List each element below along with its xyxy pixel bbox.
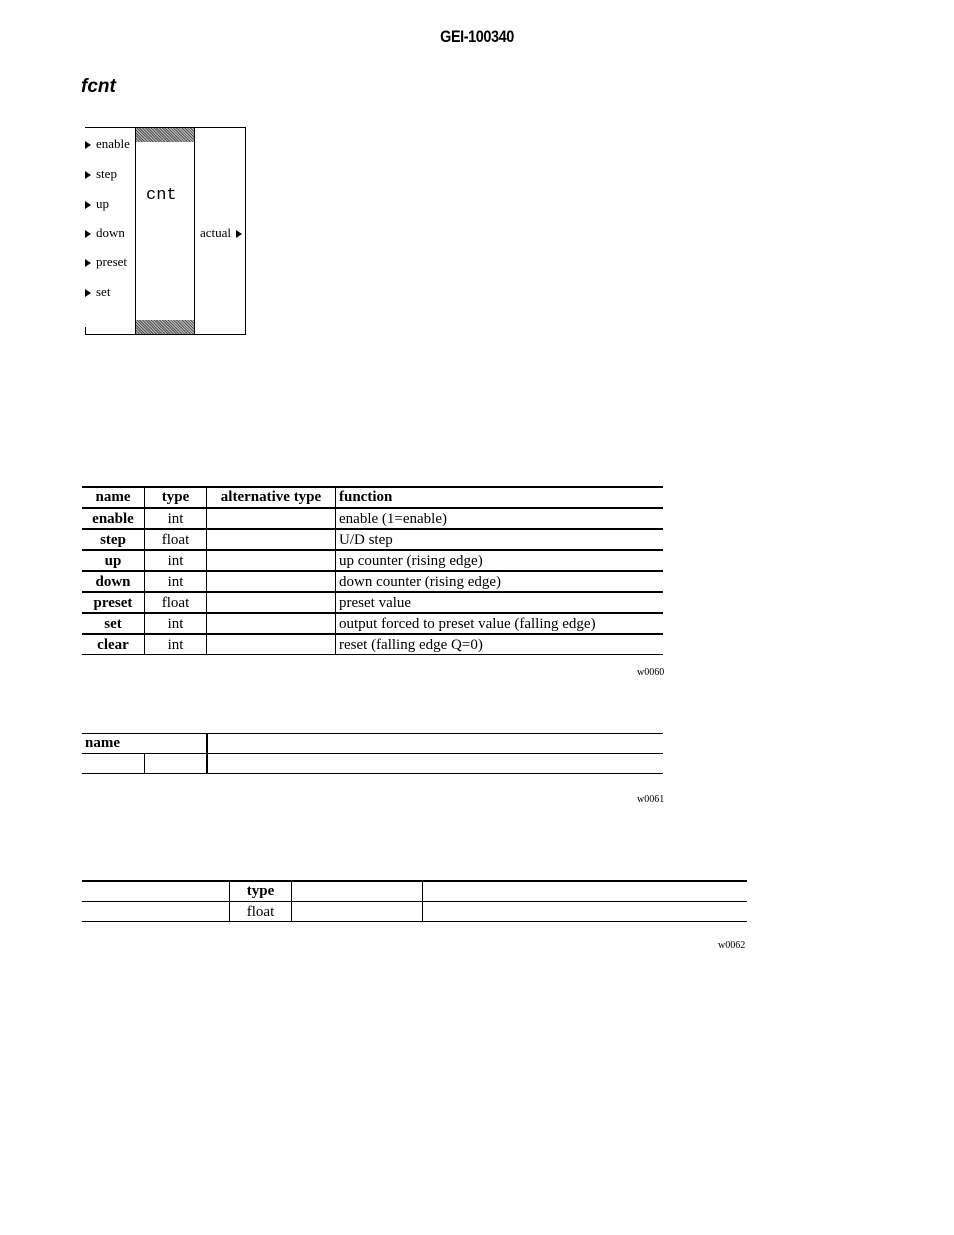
- pin-arrow-icon: [85, 289, 91, 297]
- figure-tag: w0062: [718, 940, 746, 951]
- figure-tag: w0060: [637, 667, 665, 678]
- cell-type: int: [145, 613, 207, 634]
- cell-function: preset value: [336, 592, 664, 613]
- cell-alt-type: [207, 634, 336, 655]
- column-header: [292, 881, 423, 902]
- cell-empty: [145, 754, 208, 774]
- input-pin-down: [85, 225, 125, 241]
- cell-empty: [82, 754, 145, 774]
- outputs-table: [82, 880, 747, 922]
- table-row: [82, 571, 663, 592]
- cell-name: set: [82, 613, 145, 634]
- cell-type: float: [145, 529, 207, 550]
- table-row: [82, 902, 747, 922]
- cell-empty: [207, 754, 663, 774]
- parameters-table: [82, 733, 663, 774]
- pin-arrow-icon: [85, 230, 91, 238]
- pin-label: step: [96, 166, 117, 181]
- pin-label: set: [96, 284, 111, 299]
- input-pin-preset: [85, 254, 127, 270]
- cell-function: enable (1=enable): [336, 508, 664, 529]
- document-id: GEI-100340: [440, 27, 514, 46]
- cell-function: U/D step: [336, 529, 664, 550]
- input-pin-enable: [85, 136, 130, 152]
- table-row: [82, 613, 663, 634]
- block-hatch-bottom: [136, 320, 194, 334]
- block-border-stub: [85, 327, 86, 335]
- input-pin-set: [85, 284, 110, 300]
- cell-type: int: [145, 634, 207, 655]
- figure-tag: w0061: [637, 794, 665, 805]
- cell-function: up counter (rising edge): [336, 550, 664, 571]
- block-hatch-top: [136, 128, 194, 142]
- cell-name: up: [82, 550, 145, 571]
- table-header-row: [82, 734, 663, 754]
- cell-name: preset: [82, 592, 145, 613]
- table-row: [82, 508, 663, 529]
- cell-name: clear: [82, 634, 145, 655]
- input-pin-up: [85, 196, 109, 212]
- input-pin-step: [85, 166, 117, 182]
- cell-alt-type: [207, 613, 336, 634]
- function-block-body: [135, 128, 195, 334]
- column-header: [207, 734, 663, 754]
- pin-arrow-icon: [85, 141, 91, 149]
- cell-alt-type: [207, 550, 336, 571]
- pin-arrow-icon: [85, 171, 91, 179]
- cell-function: down counter (rising edge): [336, 571, 664, 592]
- cell-empty: [423, 902, 748, 922]
- pin-arrow-icon: [85, 201, 91, 209]
- table-row: [82, 592, 663, 613]
- column-header: name: [82, 487, 145, 508]
- table-row: [82, 550, 663, 571]
- cell-type: float: [145, 592, 207, 613]
- block-title: fcnt: [81, 76, 116, 97]
- cell-empty: [292, 902, 423, 922]
- table-row: [82, 529, 663, 550]
- cell-name: step: [82, 529, 145, 550]
- cell-function: reset (falling edge Q=0): [336, 634, 664, 655]
- pin-label: up: [96, 196, 109, 211]
- output-pin-actual: [200, 225, 242, 241]
- column-header: type: [230, 881, 292, 902]
- pin-label: down: [96, 225, 125, 240]
- pin-label: preset: [96, 254, 128, 269]
- pin-arrow-icon: [236, 230, 242, 238]
- pin-label: actual: [200, 225, 232, 240]
- column-header: [423, 881, 748, 902]
- cell-type: int: [145, 550, 207, 571]
- table-header-row: [82, 487, 663, 508]
- inputs-table: [82, 486, 663, 655]
- cell-alt-type: [207, 529, 336, 550]
- cell-alt-type: [207, 508, 336, 529]
- column-header: name: [82, 734, 207, 754]
- table-row: [82, 754, 663, 774]
- cell-function: output forced to preset value (falling edge): [336, 613, 664, 634]
- cell-alt-type: [207, 592, 336, 613]
- block-function-name: cnt: [146, 186, 177, 205]
- column-header: alternative type: [207, 487, 336, 508]
- cell-type: float: [230, 902, 292, 922]
- cell-empty: [82, 902, 230, 922]
- cell-name: down: [82, 571, 145, 592]
- column-header: [82, 881, 230, 902]
- table-row: [82, 634, 663, 655]
- table-header-row: [82, 881, 747, 902]
- cell-type: int: [145, 508, 207, 529]
- pin-label: enable: [96, 136, 130, 151]
- cell-name: enable: [82, 508, 145, 529]
- cell-type: int: [145, 571, 207, 592]
- cell-alt-type: [207, 571, 336, 592]
- pin-arrow-icon: [85, 259, 91, 267]
- column-header: type: [145, 487, 207, 508]
- column-header: function: [336, 487, 664, 508]
